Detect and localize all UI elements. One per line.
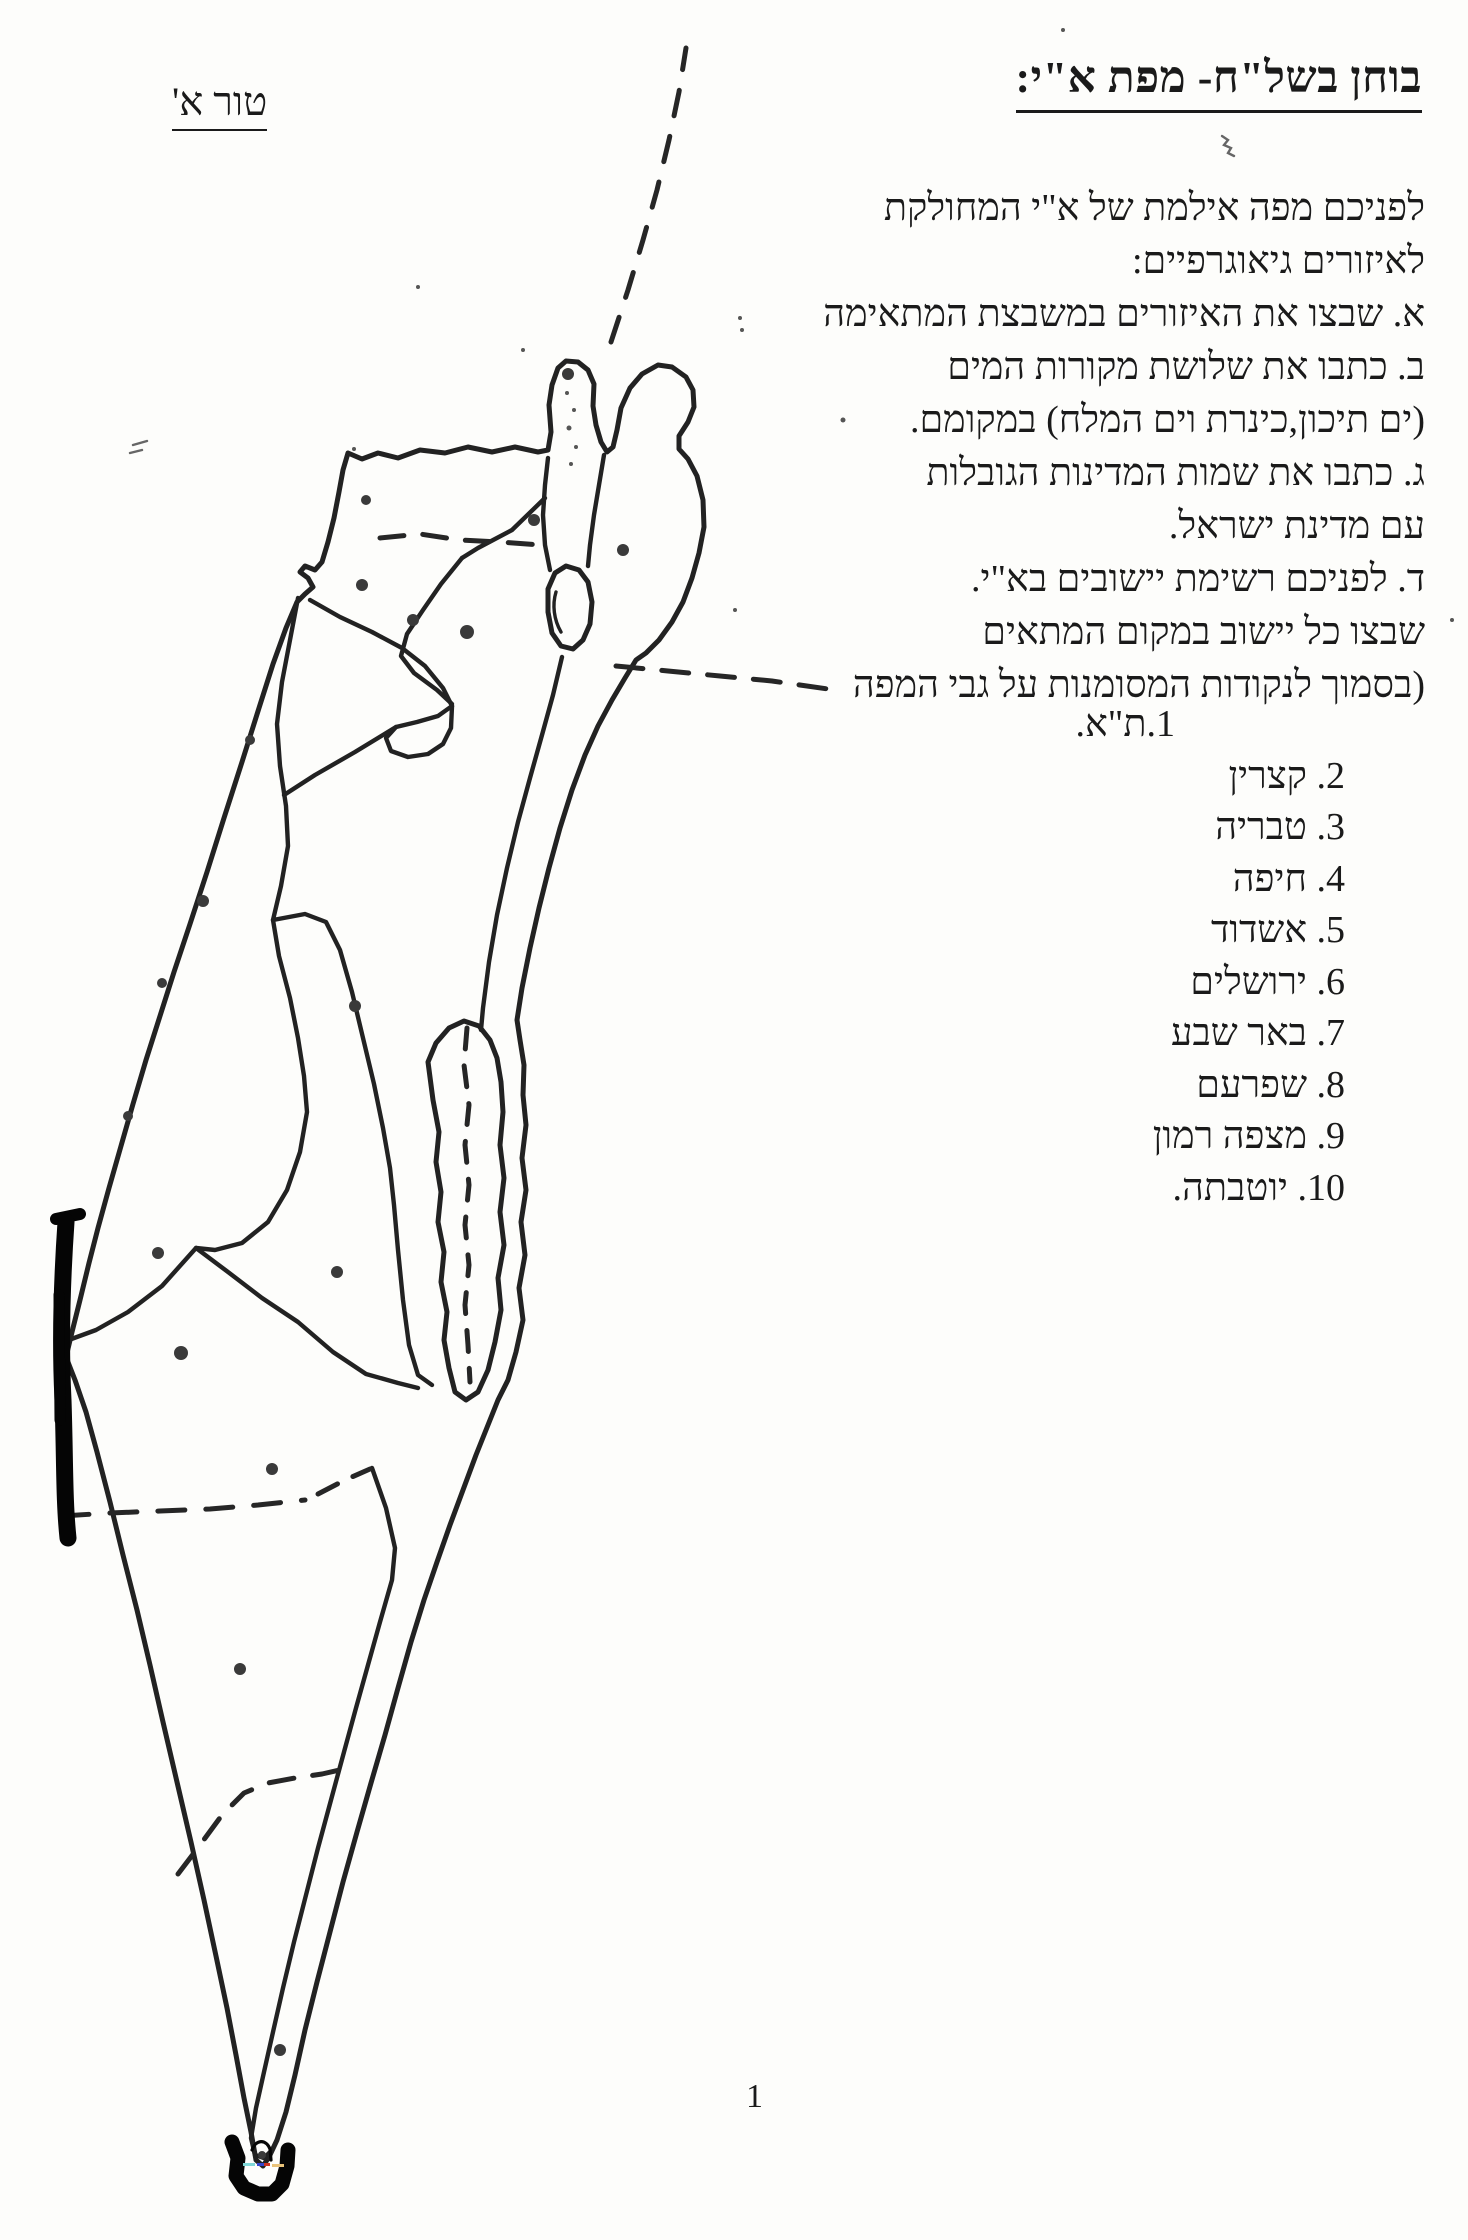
- hand-marker-eilat-check-icon: [232, 2142, 288, 2194]
- page-title: בוחן בשל"ח- מפת א"י:: [1016, 52, 1423, 113]
- settlement-item: 4. חיפה: [1232, 857, 1345, 900]
- column-label: טור א': [172, 78, 267, 131]
- settlement-dot-icon: [174, 1346, 188, 1360]
- region-boundary-icon: [196, 1248, 418, 1388]
- jordan-river-icon: [481, 657, 562, 1030]
- settlement-dot-icon: [460, 625, 474, 639]
- beer-sheva-dashed-boundary-icon: [62, 1500, 305, 1516]
- settlement-dot-icon: [245, 735, 255, 745]
- settlement-item: 7. באר שבע: [1170, 1012, 1345, 1054]
- lebanon-border-dashes-icon: [380, 534, 540, 545]
- settlement-list: [1075, 699, 1345, 1214]
- instruction-line: (בסמוך לנקודות המסומנות על גבי המפה: [852, 664, 1425, 706]
- instruction-line: ד. לפניכם רשימת יישובים בא"י.: [971, 558, 1425, 600]
- settlement-dot-icon: [152, 1247, 164, 1259]
- instruction-line: ב. כתבו את שלושת מקורות המים: [947, 346, 1425, 388]
- instruction-line: לאיזורים גיאוגרפיים:: [1131, 240, 1425, 282]
- settlement-dot-icon: [361, 495, 371, 505]
- region-boundary-icon: [284, 727, 396, 795]
- settlement-dot-icon: [123, 1111, 133, 1121]
- settlement-dot-icon: [266, 1463, 278, 1475]
- settlement-dot-icon: [528, 514, 540, 526]
- instruction-line: שבצו כל יישוב במקום המתאים: [982, 611, 1425, 653]
- settlement-item: 10. יוטבתה.: [1172, 1166, 1345, 1209]
- instruction-line: (ים תיכון,כינרת וים המלח) במקומם.: [909, 399, 1425, 441]
- settlement-dot-icon: [234, 1663, 246, 1675]
- settlement-dot-icon: [331, 1266, 343, 1278]
- settlement-dot-icon: [197, 895, 209, 907]
- instruction-line: עם מדינת ישראל.: [1168, 505, 1425, 547]
- dead-sea-border-dashes-icon: [464, 1028, 470, 1382]
- settlement-item: 2. קצרין: [1228, 754, 1345, 797]
- region-boundary-icon: [273, 914, 432, 1385]
- hand-marker-coast-icon: [59, 1295, 60, 1420]
- region-boundary-icon: [310, 600, 452, 706]
- region-boundary-icon: [386, 706, 452, 757]
- settlement-dot-icon: [274, 2044, 286, 2056]
- page-number: 1: [746, 2078, 763, 2115]
- instruction-line: א. שבצו את האיזורים במשבצת המתאימה: [823, 293, 1425, 335]
- sea-of-galilee-icon: [554, 592, 561, 632]
- region-boundary-icon: [401, 558, 462, 704]
- instructions-block: [705, 182, 1425, 712]
- settlement-dot-icon: [407, 614, 419, 626]
- settlement-dot-icon: [562, 368, 574, 380]
- beer-sheva-dashed-boundary-icon: [318, 1469, 370, 1494]
- settlement-dot-icon: [356, 579, 368, 591]
- region-boundary-icon: [251, 1468, 395, 2158]
- settlement-dot-icon: [157, 978, 167, 988]
- settlement-item: 8. שפרעם: [1196, 1063, 1345, 1106]
- settlement-item: 1.ת"א.: [1075, 703, 1175, 745]
- region-boundary-icon: [462, 498, 545, 558]
- instruction-line: לפניכם מפה אילמת של א"י המחולקת: [883, 187, 1425, 229]
- settlement-item: 6. ירושלים: [1190, 960, 1345, 1003]
- settlement-dot-icon: [349, 1000, 361, 1012]
- settlement-item: 5. אשדוד: [1211, 909, 1345, 951]
- negev-dashed-boundary-icon: [178, 1768, 348, 1874]
- israel-outline-icon: [66, 361, 704, 2166]
- syria-border-dashes-icon: [611, 48, 686, 342]
- settlement-dot-icon: [617, 544, 629, 556]
- settlement-item: 3. טבריה: [1215, 806, 1345, 848]
- settlement-item: 9. מצפה רמון: [1152, 1115, 1345, 1157]
- region-boundary-icon: [196, 598, 307, 1250]
- jordan-river-icon: [543, 458, 550, 570]
- instruction-line: ג. כתבו את שמות המדינות הגובלות: [926, 452, 1425, 494]
- region-boundary-icon: [66, 1248, 196, 1341]
- jordan-river-icon: [588, 455, 604, 566]
- settlement-dot-icon: [258, 2151, 266, 2159]
